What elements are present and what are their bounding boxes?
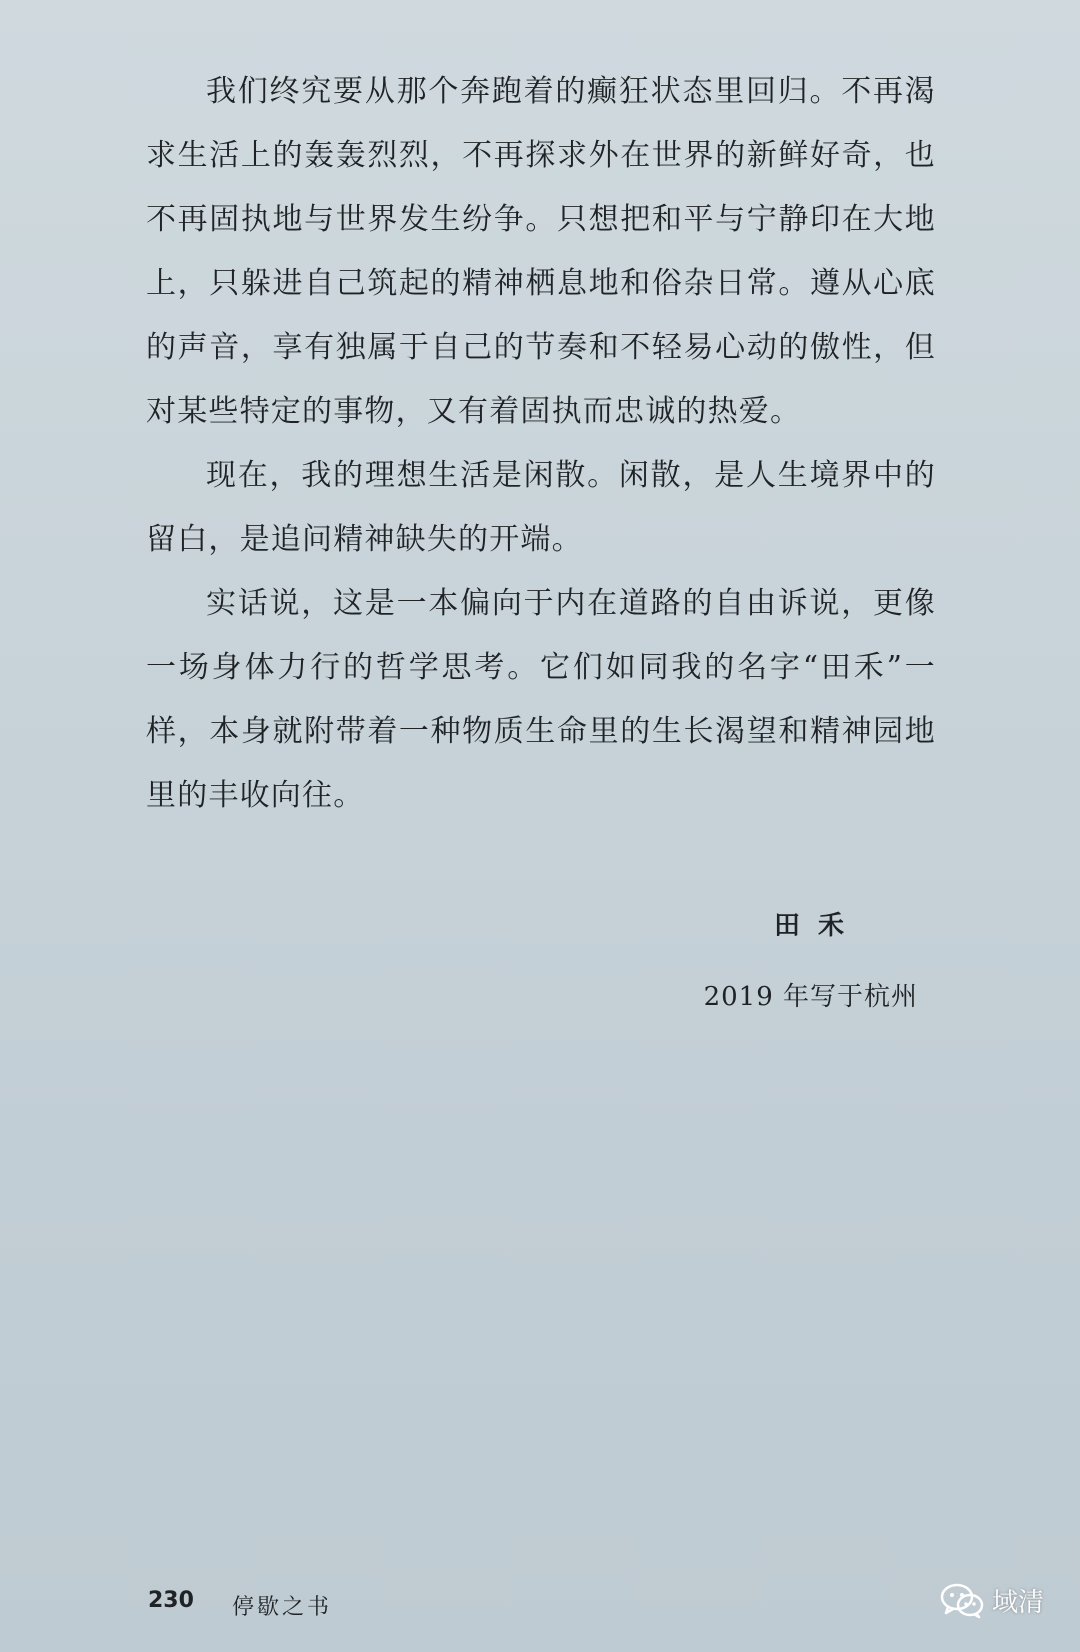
body-paragraph-1: 我们终究要从那个奔跑着的癫狂状态里回归。不再渴求生活上的轰轰烈烈，不再探求外在世界的新鲜好奇，也不再固执地与世界发生纷争。只想把和平与宁静印在大地上，只躲进自己筑起的精神栖息地和俗杂日常。遵从心底的声音，享有独属于自己的节奏和不轻易心动的傲性，但对某些特定的事物，又有着固执而忠诚的热爱。	[146, 74, 936, 429]
signature-date-place: 2019 年写于杭州	[703, 982, 918, 1012]
page-number: 230	[148, 1588, 194, 1613]
watermark	[940, 1582, 1044, 1619]
wechat-icon	[940, 1583, 984, 1619]
book-title-footer: 停歇之书	[232, 1595, 333, 1620]
body-paragraph-3: 实话说，这是一本偏向于内在道路的自由诉说，更像一场身体力行的哲学思考。它们如同我的名字“田禾”一样，本身就附带着一种物质生命里的生长渴望和精神园地里的丰收向往。	[146, 586, 936, 813]
watermark-text: 域清	[991, 1588, 1044, 1618]
author-signature: 田禾	[773, 911, 862, 941]
body-paragraph-2: 现在，我的理想生活是闲散。闲散，是人生境界中的留白，是追问精神缺失的开端。	[146, 458, 936, 557]
